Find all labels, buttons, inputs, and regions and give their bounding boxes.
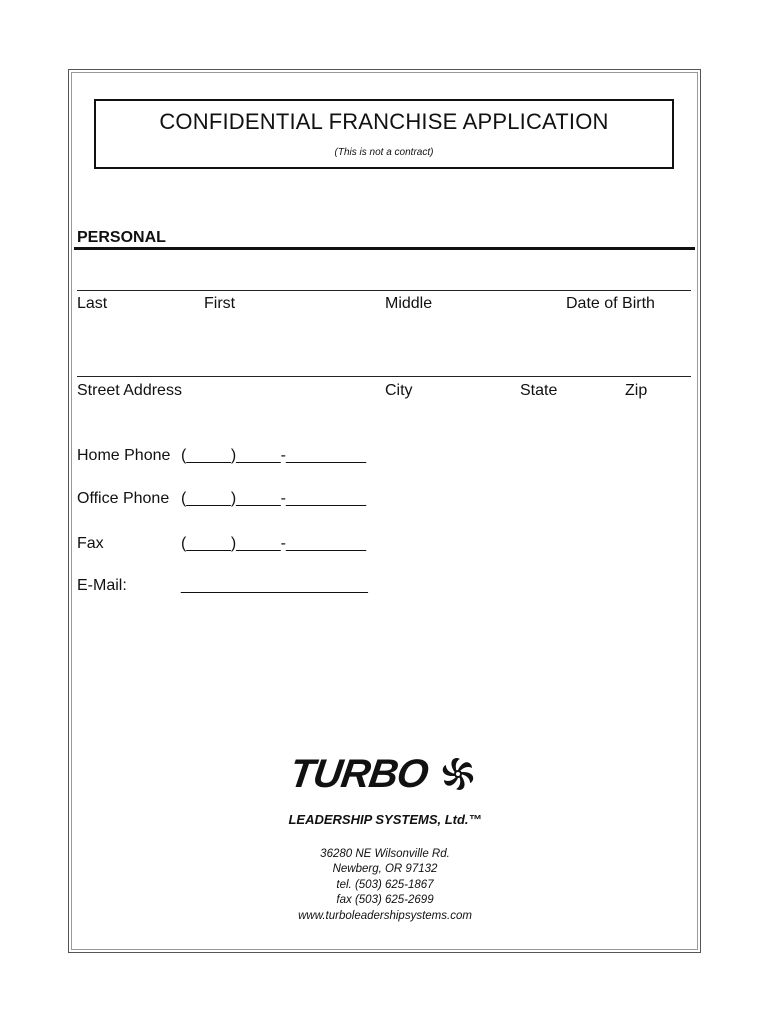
turbine-fan-icon	[440, 756, 476, 792]
label-date-of-birth: Date of Birth	[566, 295, 655, 312]
company-name: LEADERSHIP SYSTEMS, Ltd.™	[288, 812, 482, 827]
address-entry-line[interactable]	[77, 376, 691, 377]
label-zip: Zip	[625, 382, 648, 399]
fax-field[interactable]: (_____)_____-_________	[181, 535, 367, 552]
label-state: State	[520, 382, 558, 399]
turbo-logo	[286, 752, 490, 800]
email-field[interactable]: _____________________	[181, 577, 368, 594]
logo-wordmark: TURBO	[286, 752, 431, 796]
label-fax: Fax	[77, 535, 104, 552]
label-middle: Middle	[385, 295, 433, 312]
address-line-2: Newberg, OR 97132	[332, 863, 438, 875]
address-line-1: 36280 NE Wilsonville Rd.	[320, 848, 450, 860]
section-rule	[74, 247, 695, 250]
section-personal-heading: PERSONAL	[77, 229, 166, 246]
label-email: E-Mail:	[77, 577, 127, 594]
name-entry-line[interactable]	[77, 290, 691, 291]
label-home-phone: Home Phone	[77, 447, 171, 464]
form-subtitle: (This is not a contract)	[334, 147, 434, 158]
label-office-phone: Office Phone	[77, 490, 170, 507]
label-first: First	[204, 295, 236, 312]
form-title: CONFIDENTIAL FRANCHISE APPLICATION	[159, 109, 609, 134]
label-city: City	[385, 382, 413, 399]
office-phone-field[interactable]: (_____)_____-_________	[181, 490, 367, 507]
label-street-address: Street Address	[77, 382, 182, 399]
telephone: tel. (503) 625-1867	[336, 879, 434, 891]
fax-number: fax (503) 625-2699	[336, 894, 434, 906]
website-link[interactable]: www.turboleadershipsystems.com	[298, 910, 472, 922]
label-last: Last	[77, 295, 108, 312]
title-box	[94, 99, 674, 169]
home-phone-field[interactable]: (_____)_____-_________	[181, 447, 367, 464]
